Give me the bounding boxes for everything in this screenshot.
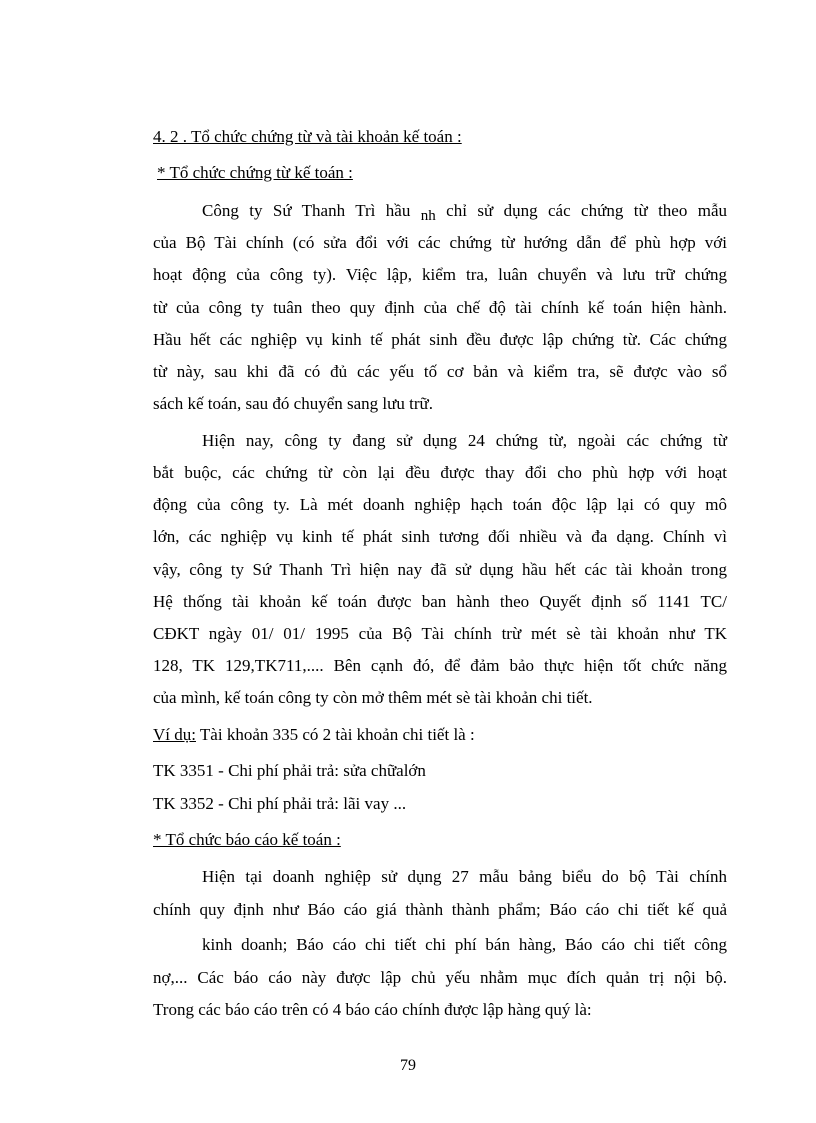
text-line: Hiện tại doanh nghiệp sử dụng 27 mẫu bảng biểu do bộ Tài chính <box>202 867 727 886</box>
subsection-title-reports: * Tổ chức báo cáo kế toán : <box>153 830 341 849</box>
text: nh <box>420 208 436 224</box>
text-line: Trong các báo cáo trên có 4 báo cáo chính được lập hàng quý là: <box>153 1000 592 1019</box>
text-line: vậy, công ty Sứ Thanh Trì hiện nay đã sử dụng hầu hết các tài khoản trong <box>153 560 727 579</box>
example-label: Ví dụ: <box>153 725 196 744</box>
text: chỉ sử dụng các chứng từ theo mẫu <box>446 201 728 220</box>
text-line: Hệ thống tài khoản kế toán được ban hành theo Quyết định số 1141 TC/ <box>153 592 727 611</box>
subsection-title-documents: * Tổ chức chứng từ kế toán : <box>157 163 353 182</box>
text-line: lớn, các nghiệp vụ kinh tế phát sinh tương đối nhiều và đa dạng. Chính vì <box>153 527 727 546</box>
text-line: hoạt động của công ty). Việc lập, kiểm tra, luân chuyển và lưu trữ chứng <box>153 265 727 284</box>
text-line: Hiện nay, công ty đang sử dụng 24 chứng từ, ngoài các chứng từ <box>202 431 727 450</box>
text-line: Hầu hết các nghiệp vụ kinh tế phát sinh đều được lập chứng từ. Các chứng <box>153 330 727 349</box>
example-text: Tài khoản 335 có 2 tài khoản chi tiết là : <box>195 725 475 744</box>
page-number: 79 <box>400 1057 416 1074</box>
text-line: của Bộ Tài chính (có sửa đổi với các chứng từ hướng dẫn để phù hợp với <box>153 233 727 252</box>
account-detail-3351: TK 3351 - Chi phí phải trả: sửa chữalớn <box>153 761 426 780</box>
text-line: chính quy định như Báo cáo giá thành thành phẩm; Báo cáo chi tiết kế quả <box>153 900 727 919</box>
text-line: kinh doanh; Báo cáo chi tiết chi phí bán hàng, Báo cáo chi tiết công <box>202 935 727 954</box>
text-line: động của công ty. Là mét doanh nghiệp hạch toán độc lập lại có quy mô <box>153 495 727 514</box>
section-title: 4. 2 . Tổ chức chứng từ và tài khoản kế toán : <box>153 127 462 146</box>
text-line: của mình, kế toán công ty còn mở thêm mét sè tài khoản chi tiết. <box>153 688 593 707</box>
text-line: bắt buộc, các chứng từ còn lại đều được thay đổi cho phù hợp với hoạt <box>153 463 727 482</box>
text: Công ty Sứ Thanh Trì hầu <box>202 201 411 220</box>
text-line: từ này, sau khi đã có đủ các yếu tố cơ bản và kiểm tra, sẽ được vào sổ <box>153 362 727 381</box>
text-line: sách kế toán, sau đó chuyển sang lưu trữ. <box>153 394 433 413</box>
text-line: CĐKT ngày 01/ 01/ 1995 của Bộ Tài chính trừ mét sè tài khoản như TK <box>153 624 727 643</box>
text-line: 128, TK 129,TK711,.... Bên cạnh đó, để đảm bảo thực hiện tốt chức năng <box>153 656 727 675</box>
account-detail-3352: TK 3352 - Chi phí phải trả: lãi vay ... <box>153 794 407 813</box>
text-line: từ của công ty tuân theo quy định của chế độ tài chính kế toán hiện hành. <box>153 298 727 317</box>
example-line <box>153 724 727 746</box>
text-line: nợ,... Các báo cáo này được lập chủ yếu nhằm mục đích quản trị nội bộ. <box>153 968 727 987</box>
